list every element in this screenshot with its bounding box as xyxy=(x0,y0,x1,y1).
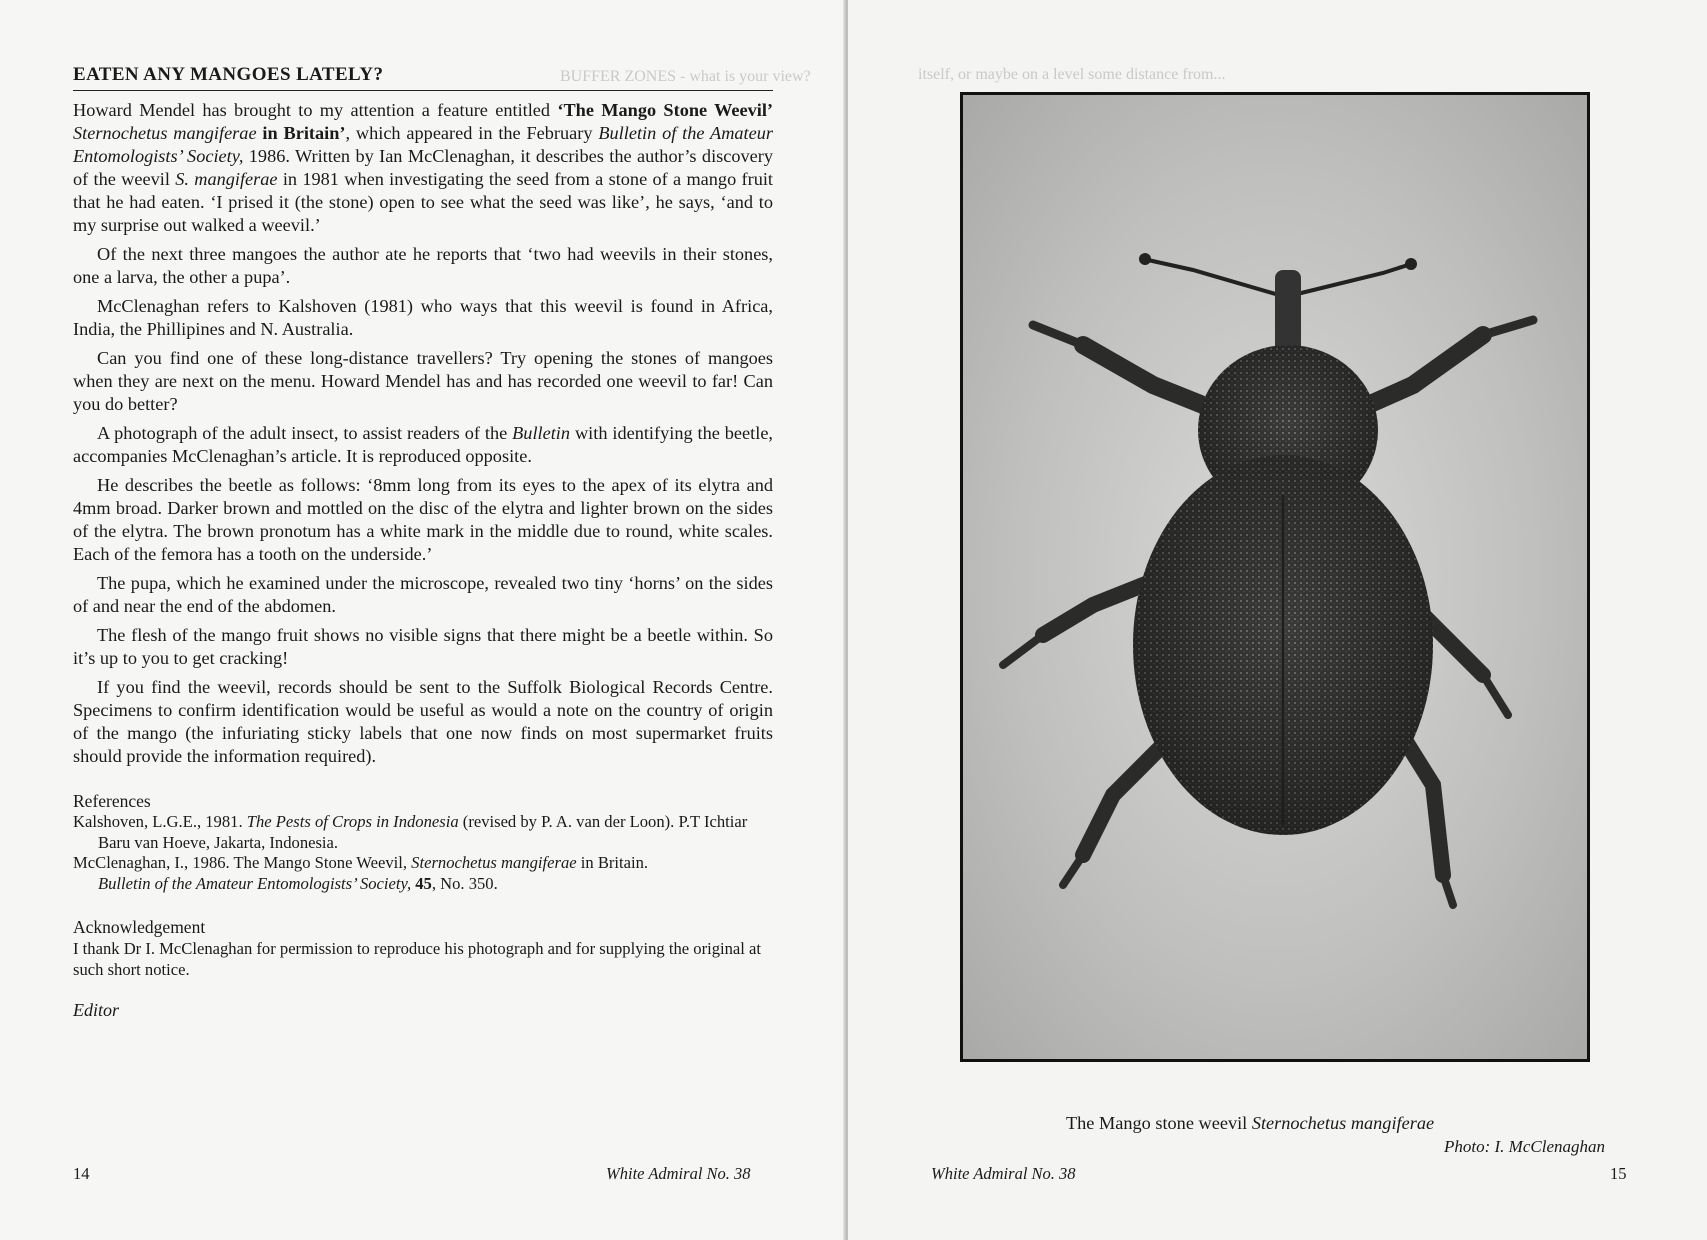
acknowledgement-text: I thank Dr I. McClenaghan for permission to reproduce his photograph and for supplying the original at such short notice. xyxy=(73,939,762,979)
weevil-illustration xyxy=(963,95,1587,1059)
paragraph-8: The flesh of the mango fruit shows no visible signs that there might be a beetle within. So it’s up to you to get cracking! xyxy=(73,625,773,668)
show-through-text-right: itself, or maybe on a level some distance from... xyxy=(918,66,1226,83)
article-headline: EATEN ANY MANGOES LATELY? xyxy=(73,64,773,91)
page-number-left: 14 xyxy=(73,1164,90,1183)
article xyxy=(73,64,773,1021)
paragraph-3: McClenaghan refers to Kalshoven (1981) who ways that this weevil is found in Africa, India, the Phillipines and N. Australia. xyxy=(73,296,773,339)
acknowledgement-heading: Acknowledgement xyxy=(73,917,206,937)
paragraph-5: A photograph of the adult insect, to assist readers of the Bulletin with identifying the beetle, accompanies McClenaghan’s article. It is reproduced opposite. xyxy=(73,423,773,466)
paragraph-9: If you find the weevil, records should be sent to the Suffolk Biological Records Centre. Specimens to confirm identification would be useful as would a note on the country of origin of the mango (the infuriating sticky labels that one now finds on most supermarket fruits should provide the information required). xyxy=(73,677,773,766)
reference-kalshoven: Kalshoven, L.G.E., 1981. The Pests of Crops in Indonesia (revised by P. A. van der Loon). P.T Ichtiar Baru van Hoeve, Jakarta, Indonesia. xyxy=(73,812,748,852)
photo-credit: Photo: I. McClenaghan xyxy=(1444,1137,1605,1156)
journal-footer-left: White Admiral No. 38 xyxy=(606,1164,751,1183)
paragraph-1: Howard Mendel has brought to my attention a feature entitled ‘The Mango Stone Weevil’ Sternochetus mangiferae in Britain’, which appeared in the February Bulletin of the Amateur Entomologists’ Society, 1986. Written by Ian McClenaghan, it describes the author’s discovery of the weevil S. mangiferae in 1981 when investigating the seed from a stone of a mango fruit that he had eaten. ‘I prised it (the stone) open to see what the seed was like’, he says, ‘and to my surprise out walked a weevil.’ xyxy=(73,100,774,235)
paragraph-6: He describes the beetle as follows: ‘8mm long from its eyes to the apex of its elytra and 4mm broad. Darker brown and mottled on the disc of the elytra and lighter brown on the sides of the elytra. The brown pronotum has a white mark in the middle due to round, white scales. Each of the femora has a tooth on the underside.’ xyxy=(73,475,773,564)
show-through-text: BUFFER ZONES - what is your view? xyxy=(560,68,811,85)
references-heading: References xyxy=(73,791,151,811)
reference-mcclenaghan: McClenaghan, I., 1986. The Mango Stone Weevil, Sternochetus mangiferae in Britain. Bulletin of the Amateur Entomologists’ Society, 45, No. 350. xyxy=(73,853,649,893)
editor-signature: Editor xyxy=(73,1000,120,1020)
photo-caption: The Mango stone weevil Sternochetus mangiferae xyxy=(1066,1113,1435,1133)
weevil-photograph xyxy=(960,92,1590,1062)
paragraph-2: Of the next three mangoes the author ate he reports that ‘two had weevils in their stones, one a larva, the other a pupa’. xyxy=(73,244,773,287)
paragraph-7: The pupa, which he examined under the microscope, revealed two tiny ‘horns’ on the sides of and near the end of the abdomen. xyxy=(73,573,773,616)
left-page xyxy=(0,0,848,1240)
journal-footer-right: White Admiral No. 38 xyxy=(931,1164,1076,1183)
paragraph-4: Can you find one of these long-distance travellers? Try opening the stones of mangoes when they are next on the menu. Howard Mendel has and has recorded one weevil to far! Can you do better? xyxy=(73,348,773,414)
page-number-right: 15 xyxy=(1610,1164,1627,1183)
